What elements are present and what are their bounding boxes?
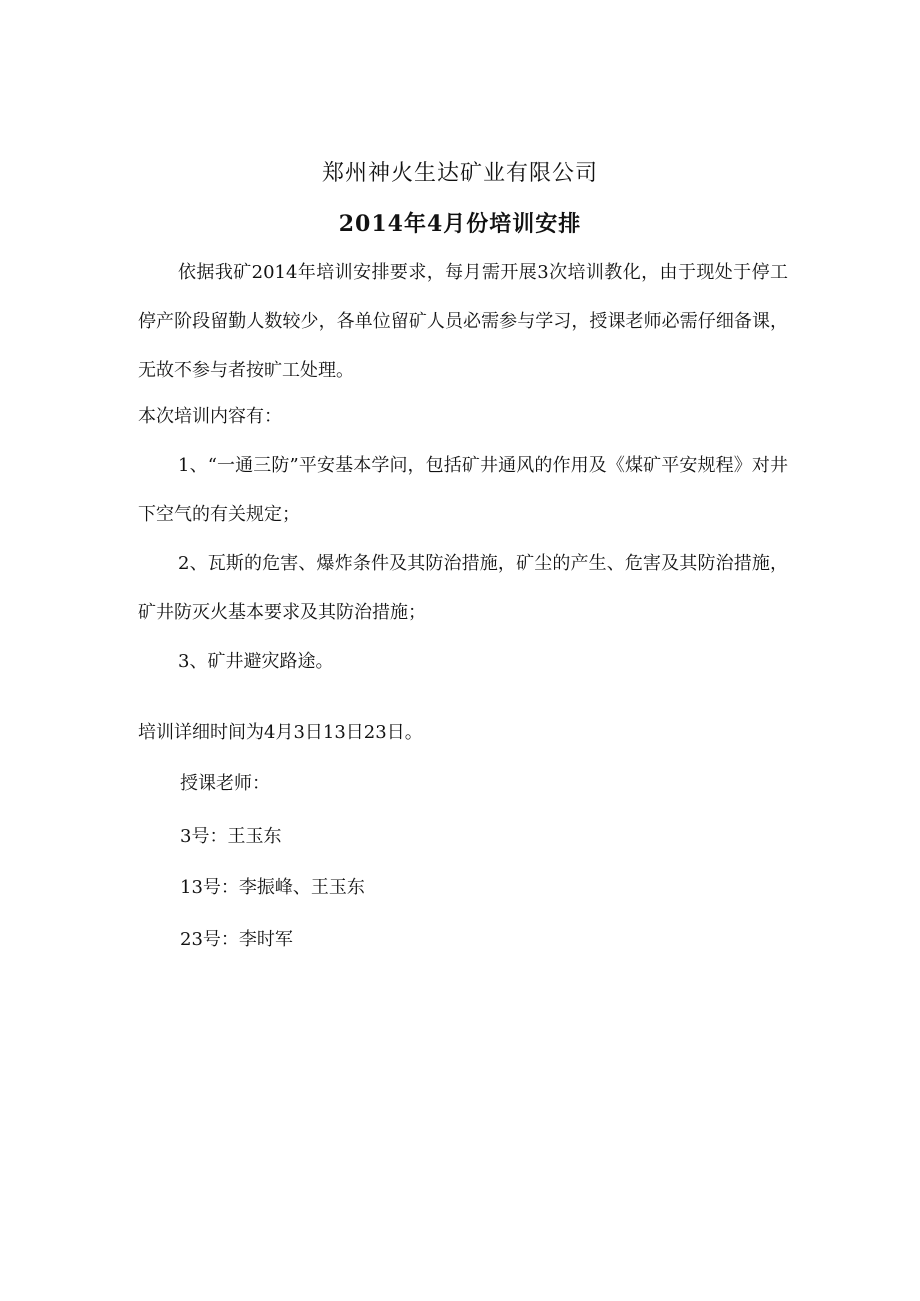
schedule-text: 培训详细时间为4月3日13日23日。 — [138, 722, 423, 743]
intro-paragraph: 依据我矿2014年培训安排要求，每月需开展3次培训教化，由于现处于停工停产阶段留勤人数较少，各单位留矿人员必需参与学习，授课老师必需仔细备课，无故不参与者按旷工处理。 — [138, 262, 788, 381]
plan-title: 2014年4月份培训安排 — [338, 211, 582, 237]
teacher-line-2: 13号：李振峰、王玉东 — [180, 877, 365, 898]
teacher-line-1: 3号：王玉东 — [180, 826, 282, 847]
teachers-heading: 授课老师： — [180, 773, 270, 794]
content-item-1: 1、“一通三防”平安基本学问，包括矿井通风的作用及《煤矿平安规程》对井下空气的有关规定； — [138, 455, 788, 525]
company-title: 郑州神火生达矿业有限公司 — [321, 161, 598, 186]
content-item-2: 2、瓦斯的危害、爆炸条件及其防治措施，矿尘的产生、危害及其防治措施，矿井防灭火基本要求及其防治措施； — [138, 553, 788, 623]
content-heading: 本次培训内容有： — [138, 406, 282, 427]
teacher-line-3: 23号：李时军 — [180, 929, 293, 950]
content-item-3: 3、矿井避灾路途。 — [178, 651, 334, 672]
